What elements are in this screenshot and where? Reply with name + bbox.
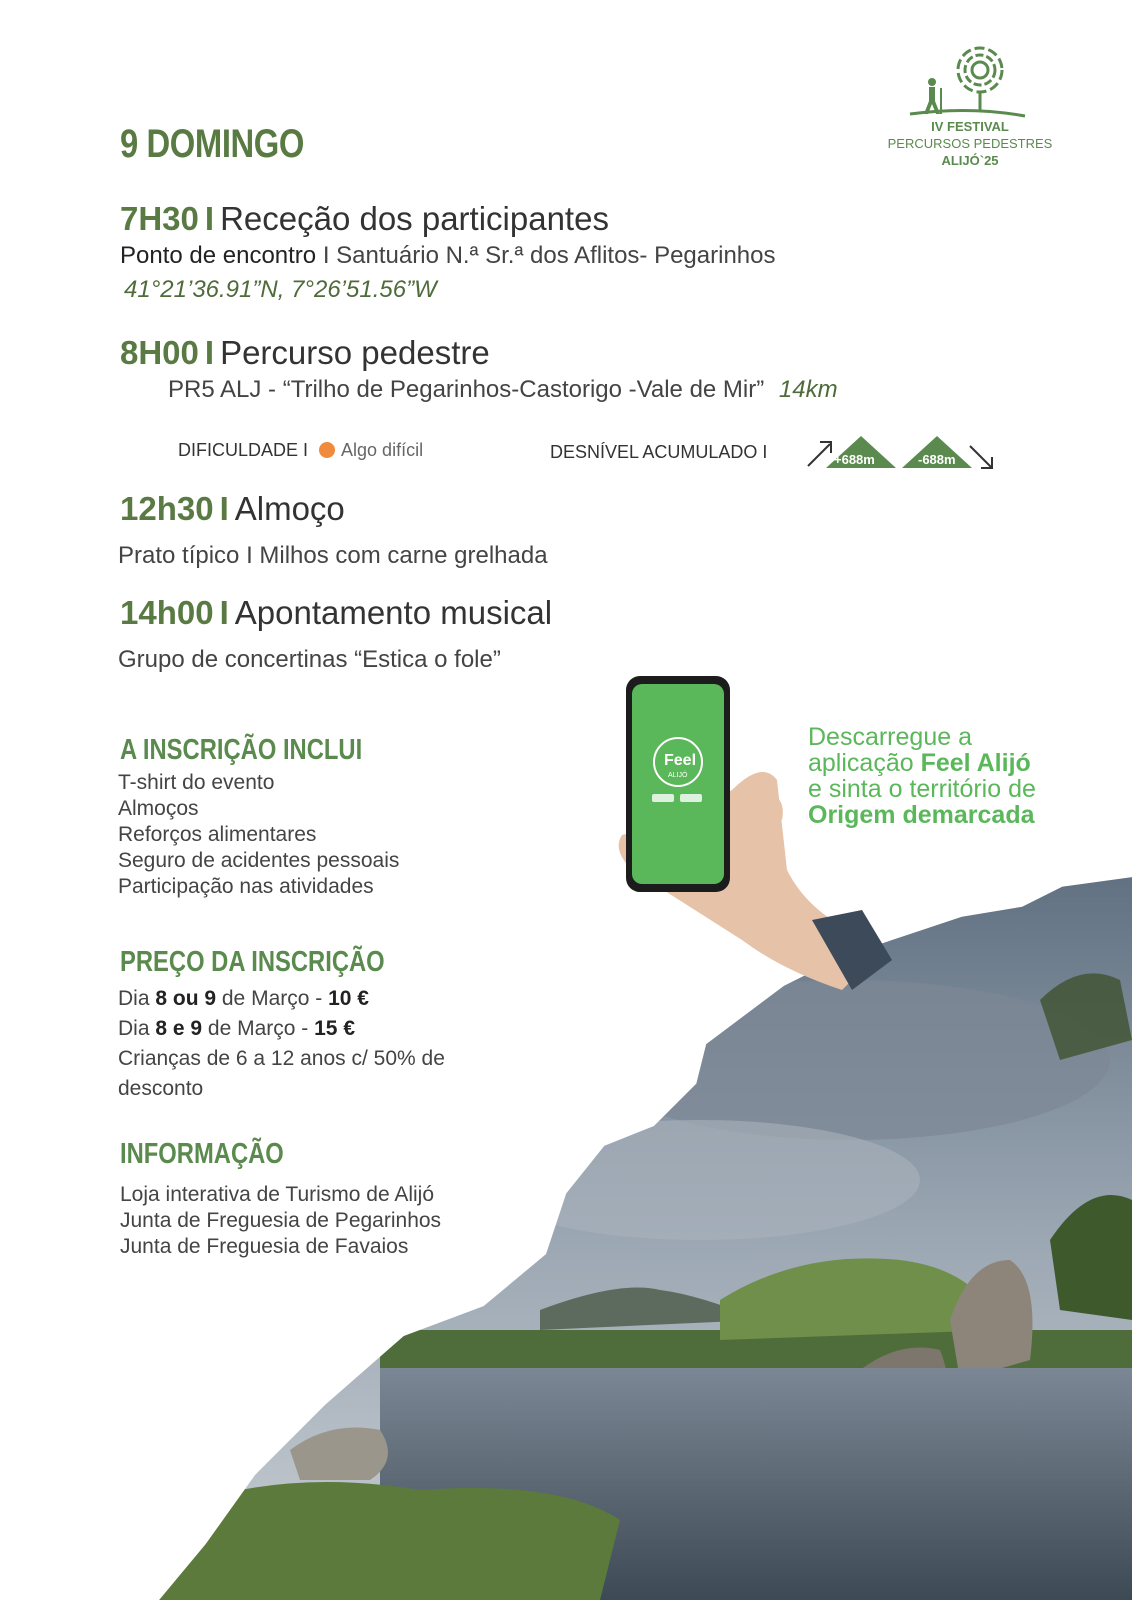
coordinates: 41°21’36.91”N, 7°26’51.56”W	[124, 276, 437, 303]
schedule-item-1-heading: 7H30 I Receção dos participantes	[120, 200, 609, 237]
route-distance: 14km	[778, 376, 838, 403]
schedule-time: 7H30	[120, 200, 199, 237]
price-heading: PREÇO DA INSCRIÇÃO	[120, 946, 385, 978]
includes-list	[118, 770, 399, 900]
schedule-event: Apontamento musical	[234, 594, 553, 631]
info-list	[120, 1182, 441, 1260]
app-promo	[808, 724, 1036, 828]
list-item: Almoços	[118, 797, 199, 820]
schedule-item-2-heading: 8H00 I Percurso pedestre	[120, 334, 490, 371]
difficulty-value: Algo difícil	[341, 440, 424, 460]
phone-hand-illustration	[612, 670, 892, 1000]
children-discount: Crianças de 6 a 12 anos c/ 50% de desconto	[118, 1047, 445, 1100]
price-list	[118, 984, 478, 1104]
schedule-time: 12h30	[120, 490, 214, 527]
elevation-label: DESNÍVEL ACUMULADO	[550, 442, 758, 462]
schedule-event: Percurso pedestre	[220, 334, 490, 371]
schedule-event: Receção dos participantes	[220, 200, 609, 237]
app-promo-line-2: aplicação Feel Alijó	[808, 749, 1031, 777]
app-promo-line-3: e sinta o território de	[808, 775, 1036, 803]
elevation-up-label: +688m	[834, 452, 875, 467]
app-promo-line-1: Descarregue a	[808, 723, 972, 751]
logo-line-2: PERCURSOS PEDESTRES	[887, 136, 1053, 151]
list-item: Reforços alimentares	[118, 823, 317, 846]
schedule-event: Almoço	[234, 490, 345, 527]
list-item: Junta de Freguesia de Pegarinhos	[120, 1209, 442, 1232]
route-name: PR5 ALJ - “Trilho de Pegarinhos-Castorigo -Vale de Mir”	[168, 376, 765, 403]
hiker-tree-logo-icon	[880, 44, 1060, 118]
includes-heading: A INSCRIÇÃO INCLUI	[120, 734, 363, 766]
phone-app-logo: Feel	[664, 752, 697, 769]
page-title: 9 DOMINGO	[120, 122, 305, 166]
meeting-place: Santuário N.ª Sr.ª dos Aflitos- Pegarinhos	[336, 242, 776, 269]
meeting-point: Ponto de encontro I Santuário N.ª Sr.ª dos Aflitos- Pegarinhos	[120, 242, 776, 269]
difficulty: DIFICULDADE I Algo difícil	[178, 440, 424, 460]
list-item: Loja interativa de Turismo de Alijó	[120, 1183, 435, 1206]
schedule-item-4-heading: 14h00 I Apontamento musical	[120, 594, 553, 631]
schedule-time: 14h00	[120, 594, 214, 631]
meeting-label: Ponto de encontro	[120, 242, 317, 269]
elevation: DESNÍVEL ACUMULADO I	[550, 442, 768, 462]
price-line-2: Dia 8 e 9 de Março - 15 €	[118, 1017, 355, 1040]
difficulty-dot-icon	[319, 442, 335, 458]
route-line	[168, 376, 838, 404]
festival-logo	[880, 44, 1060, 169]
difficulty-label: DIFICULDADE	[178, 440, 299, 460]
info-heading: INFORMAÇÃO	[120, 1138, 284, 1170]
music-detail: Grupo de concertinas “Estica o fole”	[118, 646, 501, 673]
price-line-1: Dia 8 ou 9 de Março - 10 €	[118, 987, 369, 1010]
schedule-time: 8H00	[120, 334, 199, 371]
schedule-item-3-heading: 12h30 I Almoço	[120, 490, 345, 527]
list-item: T-shirt do evento	[118, 771, 275, 794]
elevation-down-label: -688m	[918, 452, 956, 467]
phone-app-sub: ALIJÓ	[668, 772, 688, 779]
logo-line-1: IV FESTIVAL	[931, 119, 1009, 134]
list-item: Participação nas atividades	[118, 875, 374, 898]
lunch-detail: Prato típico I Milhos com carne grelhada	[118, 542, 548, 569]
app-promo-line-4: Origem demarcada	[808, 801, 1035, 829]
list-item: Seguro de acidentes pessoais	[118, 849, 400, 872]
list-item: Junta de Freguesia de Favaios	[120, 1235, 409, 1258]
logo-line-3: ALIJÓ`25	[941, 153, 999, 168]
